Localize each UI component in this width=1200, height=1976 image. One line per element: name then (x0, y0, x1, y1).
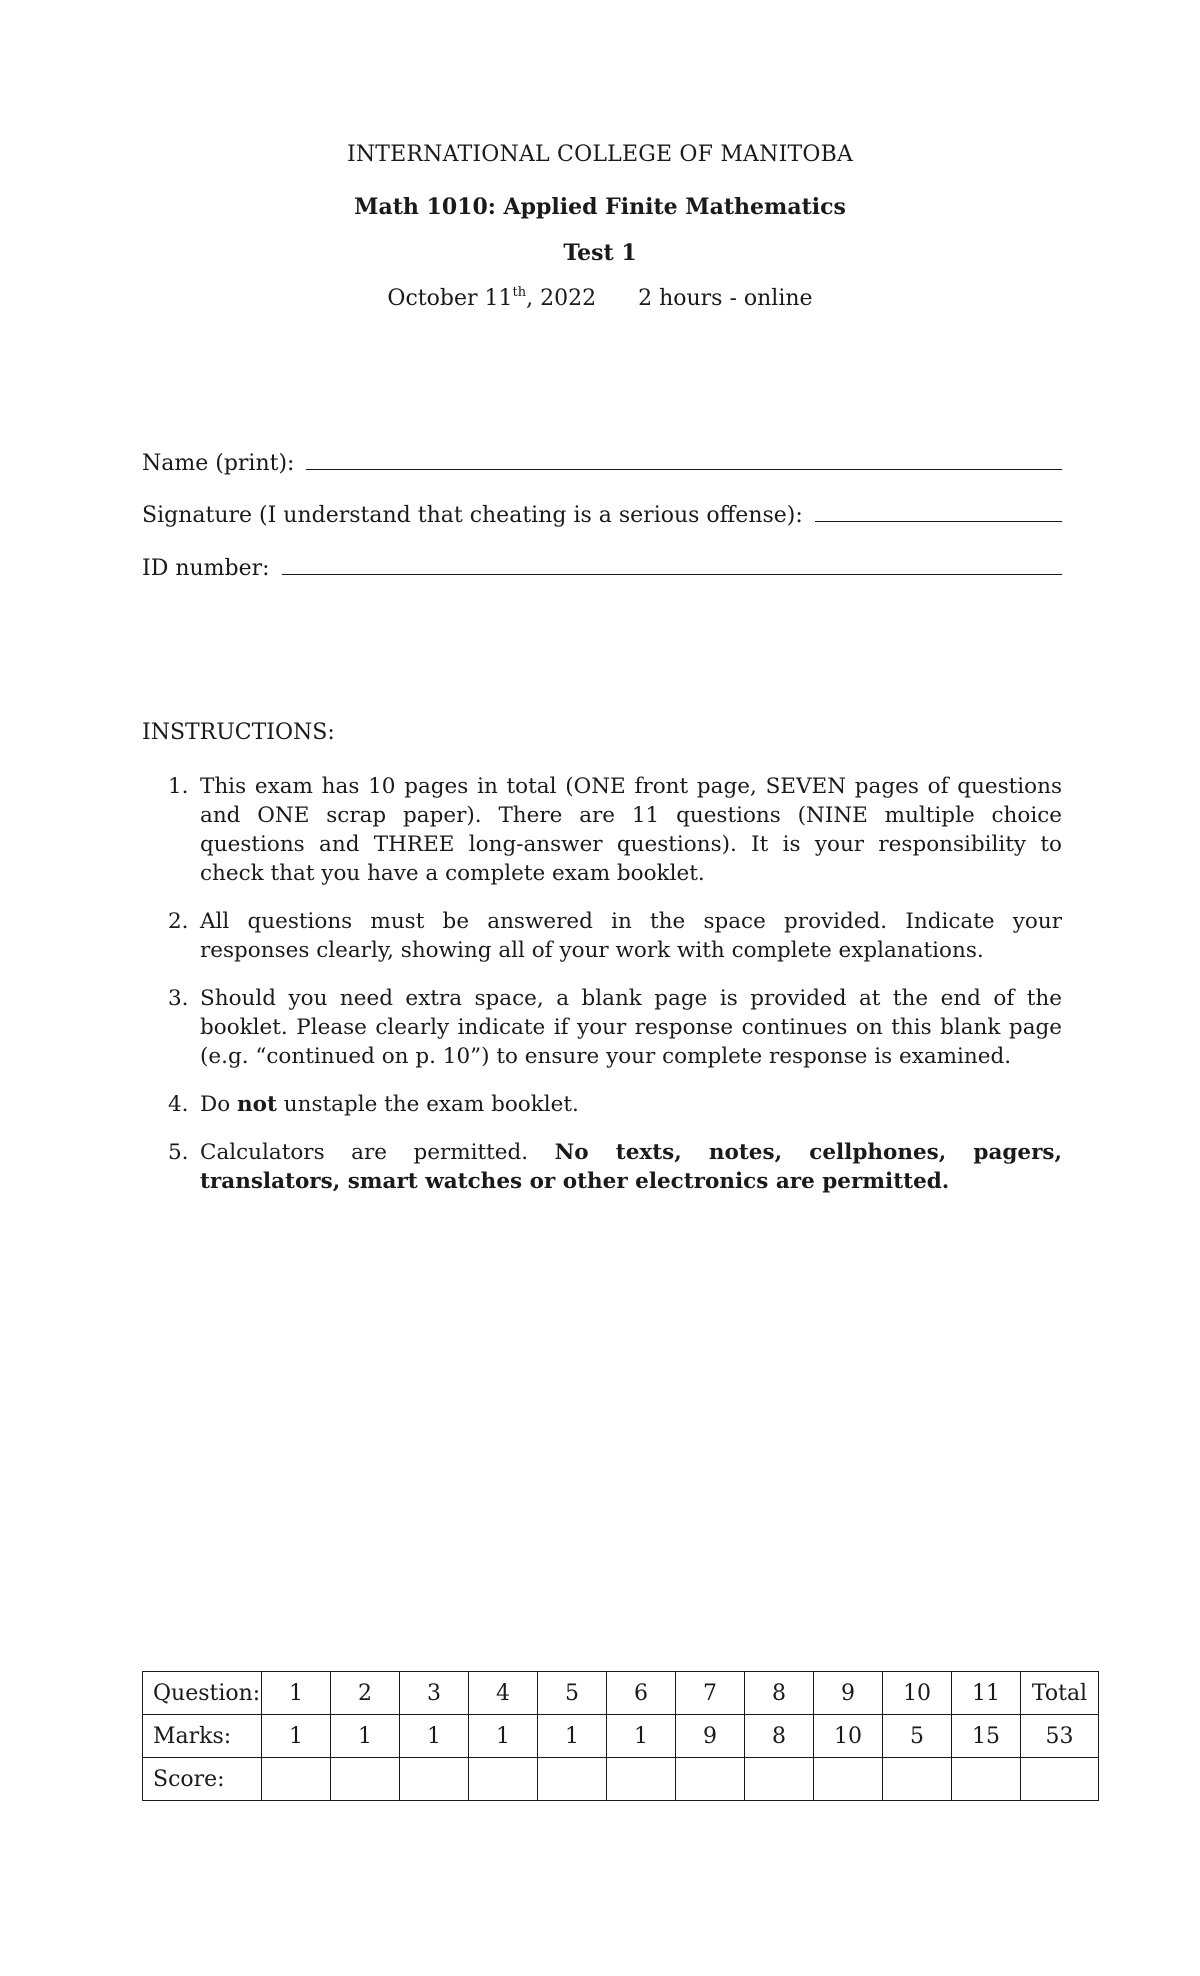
total-header-cell: Total (1021, 1672, 1099, 1715)
instruction-text: Do not unstaple the exam booklet. (200, 1092, 579, 1117)
course-title: Math 1010: Applied Finite Mathematics (354, 194, 846, 220)
name-blank-line[interactable] (306, 468, 1062, 470)
marks-cell: 1 (262, 1715, 331, 1758)
date-line (0, 285, 1200, 311)
score-cell[interactable] (469, 1758, 538, 1801)
marks-row-label: Marks: (143, 1715, 262, 1758)
instruction-item: 1. This exam has 10 pages in total (ONE front page, SEVEN pages of questions and ONE scrap paper). There are 11 questions (NINE multiple choice questions and THREE long-answer questions). It is your responsibility to check that you have a complete exam booklet. (168, 774, 1062, 886)
question-row (143, 1672, 1099, 1715)
question-number-cell: 7 (676, 1672, 745, 1715)
score-cell[interactable] (676, 1758, 745, 1801)
id-field (142, 556, 1062, 581)
instruction-text: All questions must be answered in the space provided. Indicate your responses clearly, showing all of your work with complete explanations. (200, 909, 1062, 963)
marks-cell: 10 (814, 1715, 883, 1758)
instructions-heading: INSTRUCTIONS: (142, 720, 335, 745)
score-row (143, 1758, 1099, 1801)
id-blank-line[interactable] (282, 573, 1062, 575)
test-title: Test 1 (563, 240, 637, 266)
question-number-cell: 4 (469, 1672, 538, 1715)
question-number-cell: 6 (607, 1672, 676, 1715)
score-cell[interactable] (814, 1758, 883, 1801)
score-cell[interactable] (952, 1758, 1021, 1801)
marks-cell: 1 (469, 1715, 538, 1758)
name-label: Name (print): (142, 451, 295, 476)
score-cell[interactable] (331, 1758, 400, 1801)
question-number-cell: 5 (538, 1672, 607, 1715)
question-number-cell: 1 (262, 1672, 331, 1715)
marks-cell: 9 (676, 1715, 745, 1758)
id-label: ID number: (142, 556, 270, 581)
total-marks-cell: 53 (1021, 1715, 1099, 1758)
signature-blank-line[interactable] (815, 520, 1062, 522)
college-name: INTERNATIONAL COLLEGE OF MANITOBA (346, 142, 854, 167)
marks-cell: 1 (538, 1715, 607, 1758)
score-cell[interactable] (538, 1758, 607, 1801)
question-number-cell: 8 (745, 1672, 814, 1715)
marks-cell: 15 (952, 1715, 1021, 1758)
instruction-text: Should you need extra space, a blank page is provided at the end of the booklet. Please clearly indicate if your response continues on this blank page (e.g. “continued on p. 10”) to ensure your complete response is examined. (200, 986, 1062, 1069)
instruction-text: Calculators are permitted. No texts, notes, cellphones, pagers, translators, smart watches or other electronics are permitted. (200, 1140, 1063, 1194)
score-cell[interactable] (745, 1758, 814, 1801)
signature-field (142, 503, 1062, 528)
score-cell[interactable] (607, 1758, 676, 1801)
instructions-list (142, 772, 1062, 1215)
score-cell[interactable] (883, 1758, 952, 1801)
exam-duration: 2 hours - online (638, 286, 813, 311)
marks-cell: 1 (400, 1715, 469, 1758)
exam-date: October 11th, 2022 (387, 285, 597, 311)
score-row-label: Score: (143, 1758, 262, 1801)
marks-cell: 1 (331, 1715, 400, 1758)
score-cell[interactable] (400, 1758, 469, 1801)
question-number-cell: 2 (331, 1672, 400, 1715)
instruction-item: 2. All questions must be answered in the space provided. Indicate your responses clearly, showing all of your work with complete explanations. (168, 909, 1062, 963)
marks-cell: 5 (883, 1715, 952, 1758)
instruction-item: 5. Calculators are permitted. No texts, notes, cellphones, pagers, translators, smart watches or other electronics are permitted. (168, 1140, 1063, 1194)
marks-row (143, 1715, 1099, 1758)
name-field (142, 451, 1062, 476)
marks-cell: 8 (745, 1715, 814, 1758)
instruction-text: This exam has 10 pages in total (ONE front page, SEVEN pages of questions and ONE scrap paper). There are 11 questions (NINE multiple choice questions and THREE long-answer questions). It is your responsibility to check that you have a complete exam booklet. (200, 774, 1062, 886)
question-row-label: Question: (143, 1672, 262, 1715)
question-number-cell: 11 (952, 1672, 1021, 1715)
total-score-cell[interactable] (1021, 1758, 1099, 1801)
score-cell[interactable] (262, 1758, 331, 1801)
signature-label: Signature (I understand that cheating is a serious offense): (142, 503, 803, 528)
question-number-cell: 9 (814, 1672, 883, 1715)
marks-table (142, 1671, 1099, 1801)
instruction-item: 4. Do not unstaple the exam booklet. (168, 1092, 579, 1117)
question-number-cell: 3 (400, 1672, 469, 1715)
instruction-item: 3. Should you need extra space, a blank page is provided at the end of the booklet. Please clearly indicate if your response continues on this blank page (e.g. “continued on p. 10”) to ensure your complete response is examined. (168, 986, 1062, 1069)
question-number-cell: 10 (883, 1672, 952, 1715)
marks-cell: 1 (607, 1715, 676, 1758)
